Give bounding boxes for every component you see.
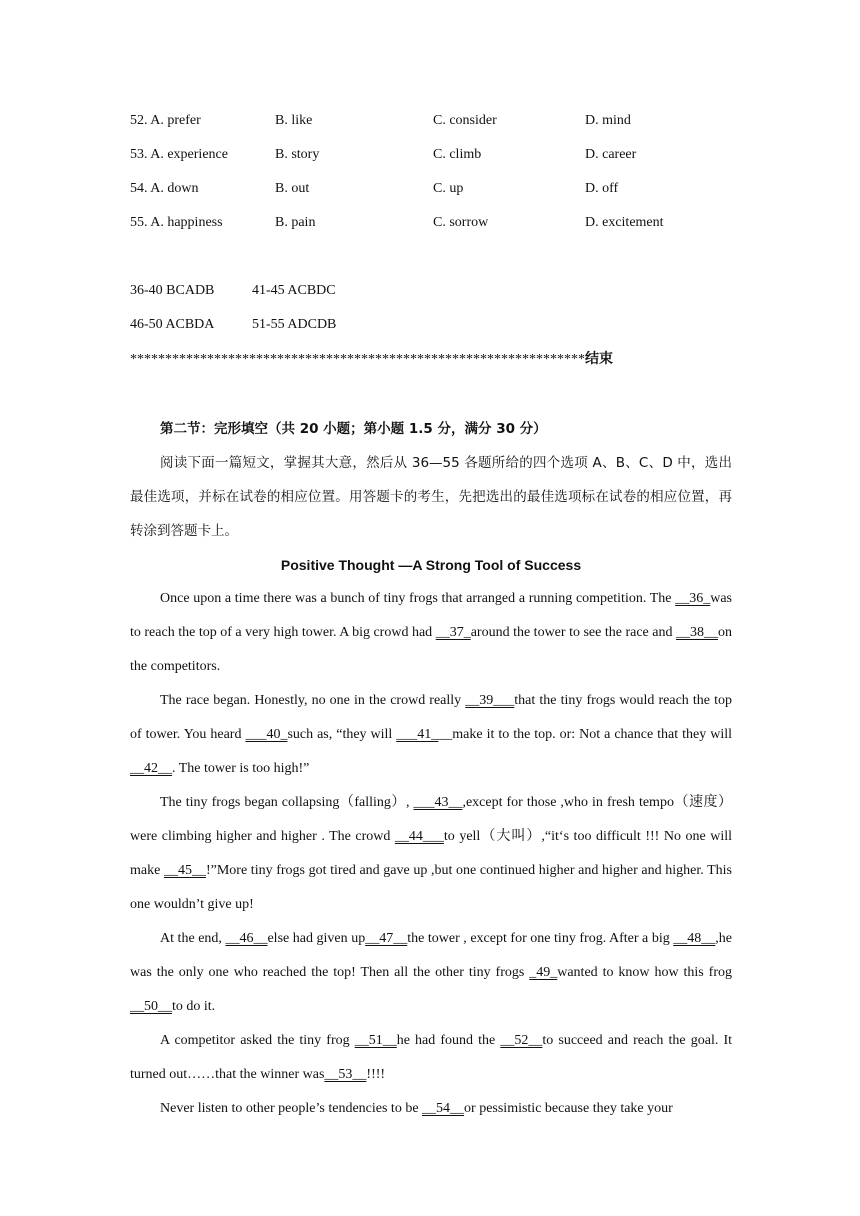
passage-paragraph-2 xyxy=(130,684,732,786)
blank-48: __48__ xyxy=(673,931,716,946)
paragraph-text: The tiny frogs began collapsing（falling）, xyxy=(160,795,414,810)
paragraph-text: he had found the xyxy=(396,1033,501,1048)
passage-paragraph-4 xyxy=(130,922,732,1024)
option-52-d: D. mind xyxy=(585,113,631,128)
option-row-52 xyxy=(130,104,732,138)
section-heading: 第二节：完形填空（共 20 小题；第小题 1.5 分，满分 30 分） xyxy=(160,421,547,437)
paragraph-text: to succeed and reach the goal. It turned out……that the winner was xyxy=(130,1033,732,1082)
option-54-a: 54. A. down xyxy=(130,181,199,196)
option-53-a: 53. A. experience xyxy=(130,147,228,162)
paragraph-text: Once upon a time there was a bunch of tiny frogs that arranged a running competition. The xyxy=(160,591,676,606)
answer-range: 51-55 ADCDB xyxy=(252,317,337,332)
option-55-b: B. pain xyxy=(275,215,316,230)
blank-41: ___41_ xyxy=(396,727,439,742)
options-list xyxy=(130,104,732,240)
option-55-d: D. excitement xyxy=(585,215,664,230)
paragraph-text: around the tower to see the race and xyxy=(470,625,676,640)
passage-paragraph-3 xyxy=(130,786,732,922)
end-label: 结束 xyxy=(585,351,613,367)
blank-44: __44___ xyxy=(394,829,444,844)
paragraph-text: . The tower is too high!” xyxy=(172,761,310,776)
option-53-b: B. story xyxy=(275,147,320,162)
paragraph-text: !!!! xyxy=(366,1067,386,1082)
option-55-a: 55. A. happiness xyxy=(130,215,223,230)
option-row-55 xyxy=(130,206,732,240)
option-52-b: B. like xyxy=(275,113,313,128)
star-line: ***************************************************************** xyxy=(130,352,585,367)
end-divider xyxy=(130,342,732,376)
paragraph-text: such as, “they will xyxy=(287,727,397,742)
option-53-c: C. climb xyxy=(433,147,482,162)
answer-range: 46-50 ACBDA xyxy=(130,317,215,332)
blank-49: _49_ xyxy=(529,965,558,980)
blank-51: __51__ xyxy=(354,1033,397,1048)
paragraph-text: on the competitors. xyxy=(130,625,732,674)
blank-40: ___40_ xyxy=(245,727,288,742)
option-row-53 xyxy=(130,138,732,172)
option-54-b: B. out xyxy=(275,181,310,196)
paragraph-text: At the end, xyxy=(160,931,226,946)
blank-39: __39___ xyxy=(465,693,515,708)
paragraph-text: The race began. Honestly, no one in the crowd really xyxy=(160,693,466,708)
blank-47: __47__ xyxy=(365,931,408,946)
answer-key xyxy=(130,274,732,376)
paragraph-text: to do it. xyxy=(172,999,216,1014)
blank-52: __52__ xyxy=(500,1033,543,1048)
document-page xyxy=(130,104,732,1126)
blank-42: __42__ xyxy=(130,761,172,776)
blank-37: __37_ xyxy=(435,625,471,640)
passage-paragraph-5 xyxy=(130,1024,732,1092)
paragraph-text: A competitor asked the tiny frog xyxy=(160,1033,355,1048)
paragraph-text: the tower , except for one tiny frog. After a big xyxy=(407,931,674,946)
paragraph-text: Never listen to other people’s tendencies to be xyxy=(160,1101,423,1116)
blank-43: ___43__ xyxy=(413,795,463,810)
passage-title: Positive Thought —A Strong Tool of Success xyxy=(280,557,582,573)
passage-paragraph-6 xyxy=(130,1092,732,1126)
answer-row xyxy=(130,308,732,342)
paragraph-text: that the tiny frogs would reach the top of tower. You heard xyxy=(130,693,733,742)
paragraph-text: or pessimistic because they take your xyxy=(464,1101,673,1116)
blank-50: __50__ xyxy=(130,999,172,1014)
blank-36: __36_ xyxy=(675,591,711,606)
answer-range: 41-45 ACBDC xyxy=(252,283,336,298)
option-54-c: C. up xyxy=(433,181,464,196)
paragraph-text: ,he was the only one who reached the top! Then all the other tiny frogs xyxy=(130,931,732,980)
paragraph-text: was to reach the top of a very high tower. A big crowd had xyxy=(130,591,732,640)
option-52-c: C. consider xyxy=(433,113,497,128)
option-row-54 xyxy=(130,172,732,206)
answer-range: 36-40 BCADB xyxy=(130,283,215,298)
option-54-d: D. off xyxy=(585,181,619,196)
blank-54: __54__ xyxy=(422,1101,465,1116)
answer-row xyxy=(130,274,732,308)
section-instructions: 阅读下面一篇短文，掌握其大意，然后从 36—55 各题所给的四个选项 A、B、C、D 中，选出最佳选项，并标在试卷的相应位置。用答题卡的考生，先把选出的最佳选项标在试卷的相应位置，再转涂到答题卡上。 xyxy=(130,455,732,539)
paragraph-text: else had given up xyxy=(267,931,366,946)
paragraph-text: ,except for those ,who in fresh tempo（速度）were climbing higher and higher . The crowd xyxy=(130,795,732,844)
option-53-d: D. career xyxy=(585,147,637,162)
paragraph-text: to yell（大叫）,“it‘s too difficult !!! No one will make xyxy=(130,829,732,878)
paragraph-text: wanted to know how this frog xyxy=(557,965,732,980)
option-55-c: C. sorrow xyxy=(433,215,489,230)
passage-paragraph-1 xyxy=(130,582,732,684)
paragraph-text: __make it to the top. or: Not a chance that they will xyxy=(438,727,732,742)
paragraph-text: !”More tiny frogs got tired and gave up ,but one continued higher and higher and higher. This one wouldn’t give up! xyxy=(130,863,732,912)
option-52-a: 52. A. prefer xyxy=(130,113,201,128)
blank-45: __45__ xyxy=(163,863,206,878)
blank-46: __46__ xyxy=(225,931,268,946)
blank-38: __38__ xyxy=(676,625,718,640)
blank-53: __53__ xyxy=(324,1067,367,1082)
